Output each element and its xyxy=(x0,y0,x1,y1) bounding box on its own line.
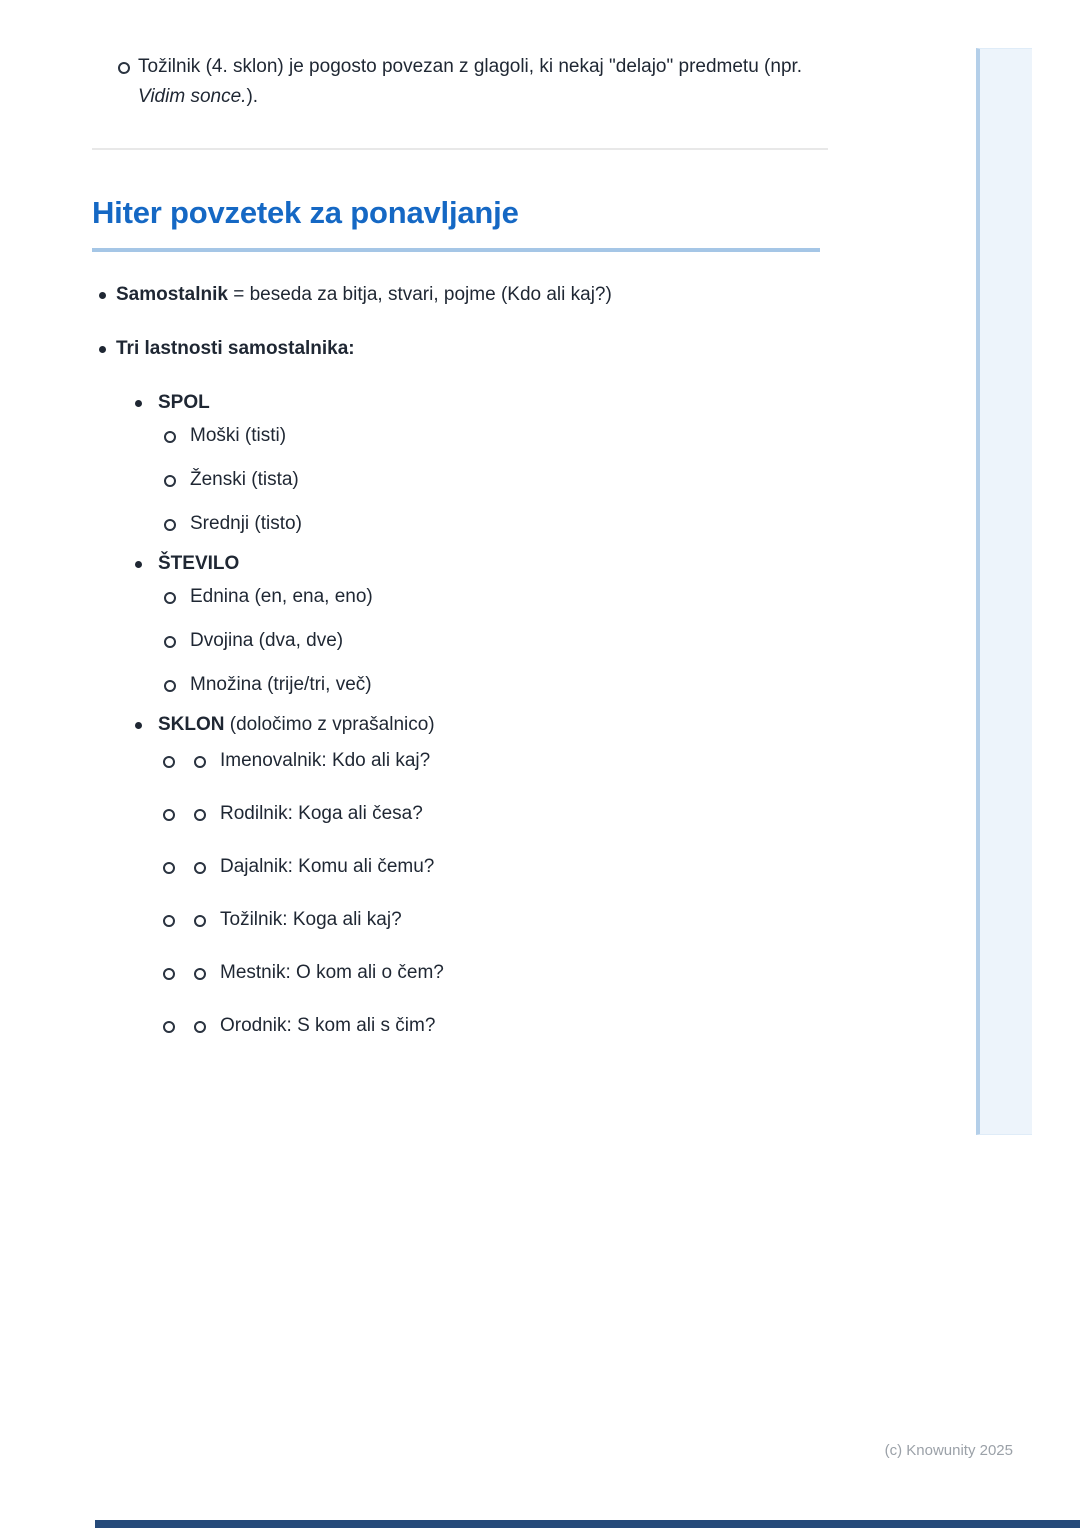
circle-bullet-icon xyxy=(164,680,176,692)
circle-bullet-icon xyxy=(163,809,175,821)
group-title-suffix: (določimo z vprašalnico) xyxy=(224,714,435,735)
circle-bullet-icon xyxy=(163,862,175,874)
list-item xyxy=(158,421,828,451)
item-text: Imenovalnik: Kdo ali kaj? xyxy=(220,750,431,771)
list-item xyxy=(158,582,828,612)
circle-bullet-icon xyxy=(163,915,175,927)
list-item xyxy=(158,799,828,829)
disc-bullet-icon xyxy=(135,722,142,729)
list-item xyxy=(158,746,828,776)
list-item xyxy=(158,465,828,495)
circle-bullet-icon xyxy=(118,62,130,74)
group-sklon xyxy=(92,710,828,1041)
item-text: Ženski (tista) xyxy=(190,469,299,490)
circle-bullet-icon xyxy=(164,431,176,443)
item-text: Srednji (tisto) xyxy=(190,513,302,534)
list-item xyxy=(158,670,828,700)
circle-bullet-icon xyxy=(194,915,206,927)
intro-text-after: ). xyxy=(246,86,259,107)
group-spol-items xyxy=(158,421,828,539)
list-item xyxy=(92,52,828,112)
intro-text-italic: Vidim sonce. xyxy=(138,86,247,107)
group-title: SKLON xyxy=(158,714,225,735)
item-text: Ednina (en, ena, eno) xyxy=(190,586,373,607)
group-sklon-items xyxy=(158,746,828,1041)
group-title: SPOL xyxy=(158,392,210,413)
circle-bullet-icon xyxy=(164,592,176,604)
list-item xyxy=(158,626,828,656)
intro-list xyxy=(92,52,828,112)
circle-bullet-icon xyxy=(164,519,176,531)
item-text: Tožilnik: Koga ali kaj? xyxy=(220,909,402,930)
list-item xyxy=(158,905,828,935)
circle-bullet-icon xyxy=(164,636,176,648)
item-text: Množina (trije/tri, več) xyxy=(190,674,372,695)
circle-bullet-icon xyxy=(194,756,206,768)
circle-bullet-icon xyxy=(163,1021,175,1033)
disc-bullet-icon xyxy=(99,346,106,353)
list-item-properties-intro xyxy=(92,334,828,364)
list-item xyxy=(158,509,828,539)
list-item xyxy=(158,958,828,988)
item-text: Mestnik: O kom ali o čem? xyxy=(220,962,444,983)
item-text: Orodnik: S kom ali s čim? xyxy=(220,1015,436,1036)
intro-text-before: Tožilnik (4. sklon) je pogosto povezan z glagoli, ki nekaj "delajo" predmetu (npr. xyxy=(138,56,803,77)
circle-bullet-icon xyxy=(164,475,176,487)
item-text: Dvojina (dva, dve) xyxy=(190,630,344,651)
item-text: Dajalnik: Komu ali čemu? xyxy=(220,856,435,877)
circle-bullet-icon xyxy=(194,809,206,821)
item-text: Moški (tisti) xyxy=(190,425,287,446)
definition-term: Samostalnik xyxy=(116,284,228,305)
circle-bullet-icon xyxy=(194,1021,206,1033)
document-content xyxy=(92,52,828,1064)
definition-rest: = beseda za bitja, stvari, pojme (Kdo ali kaj?) xyxy=(227,284,612,305)
disc-bullet-icon xyxy=(99,292,106,299)
group-stevilo-items xyxy=(158,582,828,700)
summary-list xyxy=(92,280,828,1041)
circle-bullet-icon xyxy=(194,862,206,874)
group-stevilo xyxy=(92,549,828,700)
circle-bullet-icon xyxy=(163,968,175,980)
copyright-text: (c) Knowunity 2025 xyxy=(884,1442,1013,1459)
properties-intro-text: Tri lastnosti samostalnika: xyxy=(116,338,355,359)
circle-bullet-icon xyxy=(194,968,206,980)
item-text: Rodilnik: Koga ali česa? xyxy=(220,803,423,824)
disc-bullet-icon xyxy=(135,400,142,407)
group-title: ŠTEVILO xyxy=(158,553,240,574)
disc-bullet-icon xyxy=(135,561,142,568)
section-heading: Hiter povzetek za ponavljanje xyxy=(92,194,820,252)
list-item xyxy=(158,1011,828,1041)
list-item xyxy=(158,852,828,882)
scrollbar-track[interactable] xyxy=(976,48,1032,1135)
circle-bullet-icon xyxy=(163,756,175,768)
page-bottom-bar xyxy=(95,1520,1080,1528)
group-spol xyxy=(92,388,828,539)
section-divider xyxy=(92,148,828,150)
list-item-definition xyxy=(92,280,828,310)
